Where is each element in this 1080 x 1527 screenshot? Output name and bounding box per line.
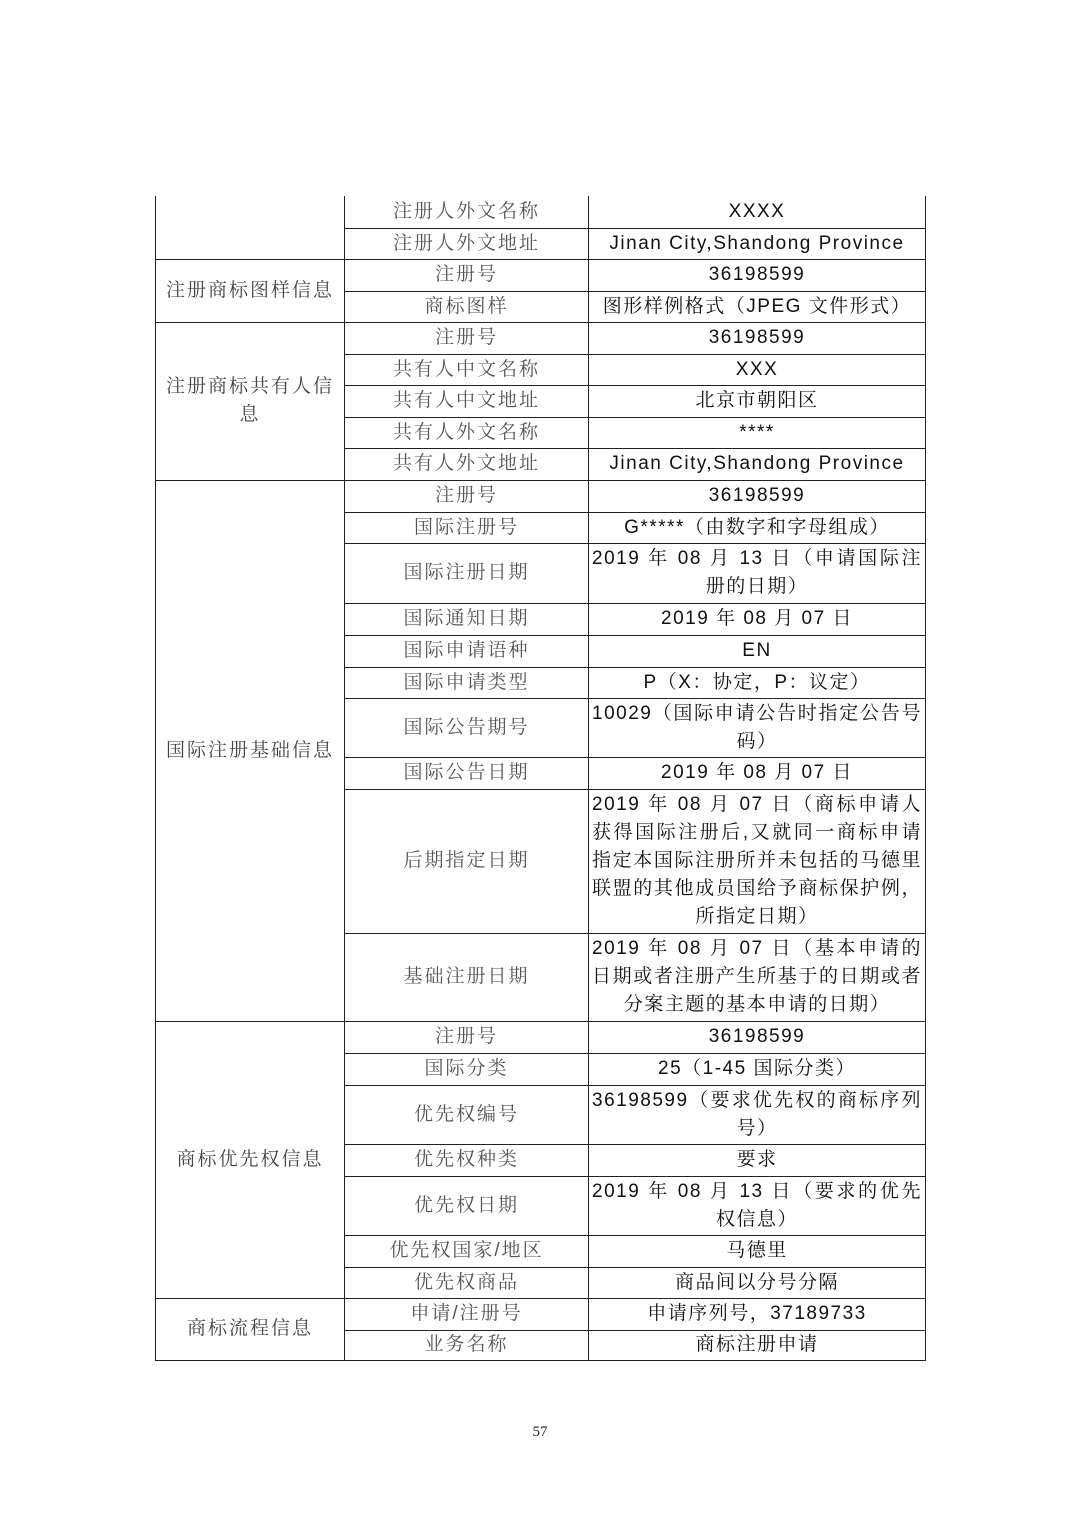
field-value: G*****（由数字和字母组成）: [589, 512, 926, 543]
field-name: 共有人外文地址: [345, 448, 589, 480]
field-name: 优先权日期: [345, 1176, 589, 1235]
field-name: 国际公告日期: [345, 757, 589, 789]
field-value: 北京市朝阳区: [589, 385, 926, 417]
field-name: 注册人外文地址: [345, 228, 589, 259]
table-row: [156, 259, 926, 291]
field-value: 25（1-45 国际分类）: [589, 1053, 926, 1085]
field-value: P（X：协定，P：议定）: [589, 667, 926, 698]
field-name: 国际申请类型: [345, 667, 589, 698]
group-label: 注册商标图样信息: [156, 259, 345, 322]
field-name: 优先权编号: [345, 1085, 589, 1144]
field-name: 注册号: [345, 1021, 589, 1053]
group-label: 商标流程信息: [156, 1298, 345, 1360]
field-name: 注册人外文名称: [345, 196, 589, 228]
field-value: ****: [589, 417, 926, 448]
field-value: EN: [589, 635, 926, 667]
field-name: 共有人中文名称: [345, 354, 589, 385]
page-number: 57: [532, 1424, 548, 1440]
table-row: [156, 1298, 926, 1330]
field-value: 36198599: [589, 1021, 926, 1053]
field-value: 2019 年 08 月 07 日: [589, 757, 926, 789]
group-label: 商标优先权信息: [156, 1021, 345, 1298]
field-name: 国际通知日期: [345, 603, 589, 635]
field-name: 注册号: [345, 322, 589, 354]
field-name: 申请/注册号: [345, 1298, 589, 1330]
field-value: 36198599（要求优先权的商标序列号）: [589, 1085, 926, 1144]
group-label: 注册商标共有人信息: [156, 322, 345, 480]
field-name: 国际公告期号: [345, 698, 589, 757]
field-value: 10029（国际申请公告时指定公告号码）: [589, 698, 926, 757]
field-name: 注册号: [345, 259, 589, 291]
field-name: 国际注册号: [345, 512, 589, 543]
field-value: XXX: [589, 354, 926, 385]
field-value: 2019 年 08 月 07 日（商标申请人获得国际注册后,又就同一商标申请指定本国际注册所并未包括的马德里联盟的其他成员国给予商标保护例，所指定日期）: [589, 789, 926, 933]
field-name: 国际申请语种: [345, 635, 589, 667]
field-value: 马德里: [589, 1235, 926, 1267]
table-row: [156, 322, 926, 354]
table-row: [156, 1021, 926, 1053]
field-value: 2019 年 08 月 13 日（要求的优先权信息）: [589, 1176, 926, 1235]
field-name: 业务名称: [345, 1330, 589, 1360]
field-name: 优先权种类: [345, 1144, 589, 1176]
field-value: 商品间以分号分隔: [589, 1267, 926, 1298]
field-value: 36198599: [589, 322, 926, 354]
group-label: 国际注册基础信息: [156, 480, 345, 1021]
field-value: 申请序列号，37189733: [589, 1298, 926, 1330]
group-label: [156, 196, 345, 259]
field-value: 图形样例格式（JPEG 文件形式）: [589, 291, 926, 322]
field-value: 36198599: [589, 259, 926, 291]
table-row: [156, 196, 926, 228]
table-row: [156, 480, 926, 512]
field-value: Jinan City,Shandong Province: [589, 448, 926, 480]
field-name: 共有人中文地址: [345, 385, 589, 417]
field-name: 后期指定日期: [345, 789, 589, 933]
field-name: 国际注册日期: [345, 543, 589, 603]
field-name: 国际分类: [345, 1053, 589, 1085]
field-name: 注册号: [345, 480, 589, 512]
field-name: 优先权国家/地区: [345, 1235, 589, 1267]
trademark-info-table: [155, 196, 926, 1361]
field-name: 优先权商品: [345, 1267, 589, 1298]
field-name: 商标图样: [345, 291, 589, 322]
field-value: 36198599: [589, 480, 926, 512]
field-value: XXXX: [589, 196, 926, 228]
field-value: 2019 年 08 月 07 日: [589, 603, 926, 635]
field-name: 基础注册日期: [345, 933, 589, 1021]
field-value: 2019 年 08 月 07 日（基本申请的日期或者注册产生所基于的日期或者分案主题的基本申请的日期）: [589, 933, 926, 1021]
field-value: 2019 年 08 月 13 日（申请国际注册的日期）: [589, 543, 926, 603]
field-value: 要求: [589, 1144, 926, 1176]
field-name: 共有人外文名称: [345, 417, 589, 448]
field-value: Jinan City,Shandong Province: [589, 228, 926, 259]
field-value: 商标注册申请: [589, 1330, 926, 1360]
